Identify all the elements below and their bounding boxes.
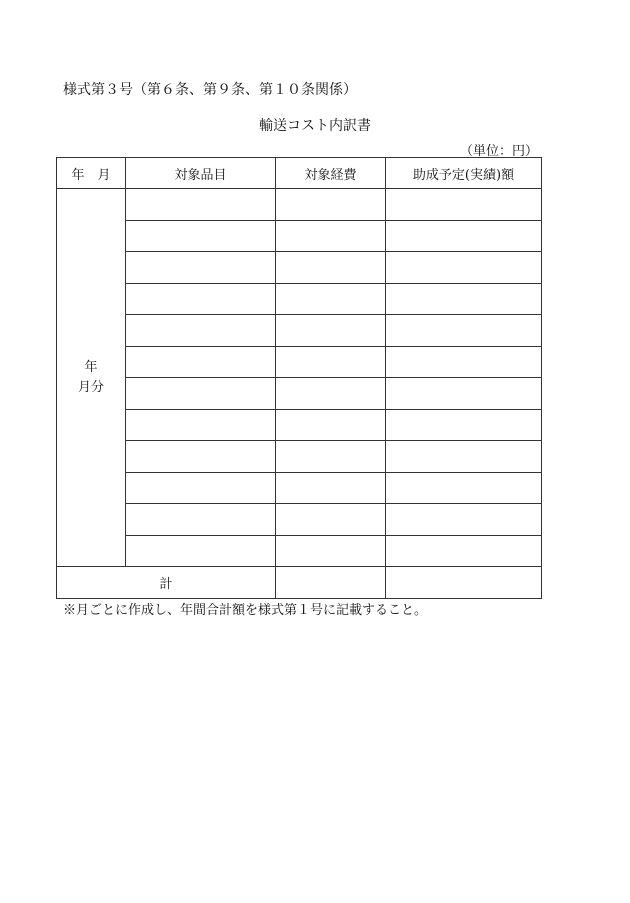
- amount-cell[interactable]: [386, 252, 542, 284]
- item-cell[interactable]: [126, 441, 276, 473]
- amount-cell[interactable]: [386, 346, 542, 378]
- item-cell[interactable]: [126, 535, 276, 567]
- amount-cell[interactable]: [386, 315, 542, 347]
- cost-cell[interactable]: [276, 315, 386, 347]
- item-cell[interactable]: [126, 409, 276, 441]
- total-cost-cell[interactable]: [276, 567, 386, 599]
- period-month-label: 月分: [77, 379, 104, 395]
- total-label: 計: [57, 567, 276, 599]
- table-row: [57, 220, 542, 252]
- amount-cell[interactable]: [386, 378, 542, 410]
- table-row: [57, 283, 542, 315]
- cost-cell[interactable]: [276, 378, 386, 410]
- cost-cell[interactable]: [276, 409, 386, 441]
- total-row: [57, 567, 542, 599]
- total-amount-cell[interactable]: [386, 567, 542, 599]
- cost-cell[interactable]: [276, 189, 386, 221]
- column-header-item: 対象品目: [126, 158, 276, 189]
- item-cell[interactable]: [126, 346, 276, 378]
- amount-cell[interactable]: [386, 504, 542, 536]
- table-row: [57, 315, 542, 347]
- item-cell[interactable]: [126, 189, 276, 221]
- amount-cell[interactable]: [386, 189, 542, 221]
- table-row: [57, 472, 542, 504]
- table-row: [57, 346, 542, 378]
- cost-cell[interactable]: [276, 346, 386, 378]
- amount-cell[interactable]: [386, 220, 542, 252]
- amount-cell[interactable]: [386, 535, 542, 567]
- table-row: [57, 189, 542, 221]
- item-cell[interactable]: [126, 504, 276, 536]
- unit-note: （単位：円）: [459, 144, 538, 159]
- item-cell[interactable]: [126, 378, 276, 410]
- cost-breakdown-table: [56, 157, 542, 599]
- cost-cell[interactable]: [276, 252, 386, 284]
- item-cell[interactable]: [126, 220, 276, 252]
- amount-cell[interactable]: [386, 283, 542, 315]
- item-cell[interactable]: [126, 283, 276, 315]
- amount-cell[interactable]: [386, 472, 542, 504]
- cost-cell[interactable]: [276, 504, 386, 536]
- table-body: [57, 189, 542, 567]
- item-cell[interactable]: [126, 315, 276, 347]
- table-row: [57, 535, 542, 567]
- table-row: [57, 409, 542, 441]
- footnote: ※月ごとに作成し、年間合計額を様式第１号に記載すること。: [63, 603, 428, 618]
- cost-cell[interactable]: [276, 472, 386, 504]
- amount-cell[interactable]: [386, 409, 542, 441]
- item-cell[interactable]: [126, 472, 276, 504]
- table-row: [57, 441, 542, 473]
- document-title: 輸送コスト内訳書: [259, 118, 371, 134]
- cost-cell[interactable]: [276, 535, 386, 567]
- cost-cell[interactable]: [276, 220, 386, 252]
- period-cell: [57, 189, 126, 567]
- period-year-label: 年: [84, 359, 98, 375]
- amount-cell[interactable]: [386, 441, 542, 473]
- cost-cell[interactable]: [276, 441, 386, 473]
- table-row: [57, 378, 542, 410]
- form-number: 様式第３号（第６条、第９条、第１０条関係）: [63, 82, 357, 98]
- table-header-row: [57, 158, 542, 189]
- table-row: [57, 504, 542, 536]
- column-header-period: 年 月: [57, 158, 126, 189]
- table-row: [57, 252, 542, 284]
- cost-cell[interactable]: [276, 283, 386, 315]
- column-header-amount: 助成予定(実績)額: [386, 158, 542, 189]
- item-cell[interactable]: [126, 252, 276, 284]
- column-header-cost: 対象経費: [276, 158, 386, 189]
